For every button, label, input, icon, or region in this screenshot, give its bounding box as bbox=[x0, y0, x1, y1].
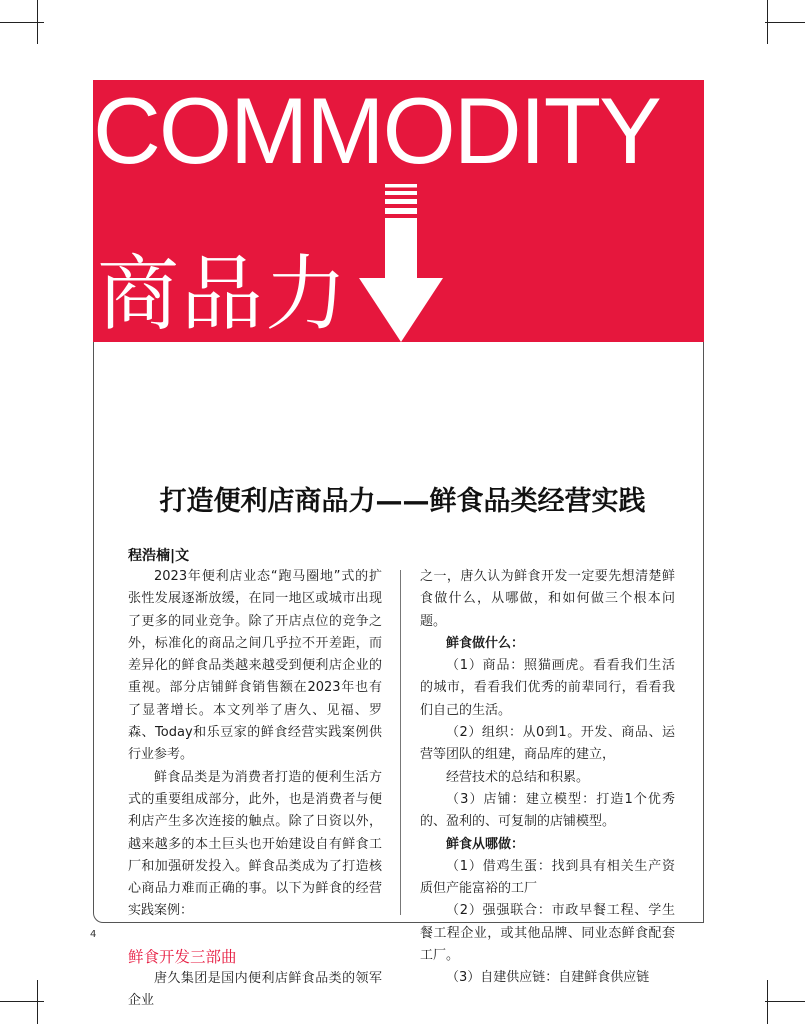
crop-mark bbox=[37, 980, 38, 1024]
list-item: （1）借鸡生蛋：找到具有相关生产资质但产能富裕的工厂 bbox=[420, 858, 675, 897]
subheading: 鲜食从哪做： bbox=[446, 836, 525, 852]
list-item: （3）店铺：建立模型：打造1个优秀的、盈利的、可复制的店铺模型。 bbox=[420, 791, 675, 830]
crop-mark bbox=[765, 1001, 805, 1002]
list-item: （2）组织：从0到1。开发、商品、运营等团队的组建，商品库的建立， bbox=[420, 725, 675, 763]
list-item: 经营技术的总结和积累。 bbox=[446, 769, 590, 785]
body-paragraph: 之一，唐久认为鲜食开发一定要先想清楚鲜食做什么，从哪做，和如何做三个根本问题。 bbox=[420, 569, 675, 629]
down-arrow-icon bbox=[359, 184, 443, 342]
crop-mark bbox=[767, 980, 768, 1024]
section-heading: 鲜食开发三部曲 bbox=[128, 947, 237, 966]
list-item: （1）商品：照猫画虎。看看我们生活的城市，看看我们优秀的前辈同行，看看我们自己的生活。 bbox=[420, 658, 675, 718]
subheading: 鲜食做什么： bbox=[446, 635, 525, 651]
section-header-banner bbox=[93, 80, 704, 342]
body-paragraph: 唐久集团是国内便利店鲜食品类的领军企业 bbox=[128, 970, 382, 1009]
article-byline: 程浩楠|文 bbox=[128, 548, 190, 564]
crop-mark bbox=[37, 0, 38, 44]
column-divider bbox=[400, 570, 401, 915]
section-title-english: COMMODITY bbox=[93, 80, 660, 183]
page-number: 4 bbox=[90, 929, 97, 940]
crop-mark bbox=[767, 0, 768, 44]
crop-mark bbox=[765, 22, 805, 23]
left-text-column bbox=[128, 566, 382, 1012]
section-title-chinese: 商品力 bbox=[97, 247, 350, 342]
right-text-column bbox=[420, 566, 675, 990]
list-item: （3）自建供应链：自建鲜食供应链 bbox=[446, 970, 650, 986]
list-item: （2）强强联合：市政早餐工程、学生餐工程企业，或其他品牌、同业态鲜食配套工厂。 bbox=[420, 903, 675, 964]
body-paragraph: 鲜食品类是为消费者打造的便利生活方式的重要组成部分，此外，也是消费者与便利店产生多次连接的触点。除了日资以外，越来越多的本土巨头也开始建设自有鲜食工厂和加强研发投入。鲜食品类成为了打造核心商品力难而正确的事。以下为鲜食的经营实践案例： bbox=[128, 769, 382, 919]
body-paragraph: 2023年便利店业态“跑马圈地”式的扩张性发展逐渐放缓，在同一地区或城市出现了更多的同业竞争。除了开店点位的竞争之外，标准化的商品之间几乎拉不开差距，而差异化的鲜食品类越来越受到便利店企业的重视。部分店铺鲜食销售额在2023年也有了显著增长。本文列举了唐久、见福、罗森、Today和乐豆家的鲜食经营实践案例供行业参考。 bbox=[128, 569, 382, 763]
article-title: 打造便利店商品力——鲜食品类经营实践 bbox=[159, 486, 646, 517]
